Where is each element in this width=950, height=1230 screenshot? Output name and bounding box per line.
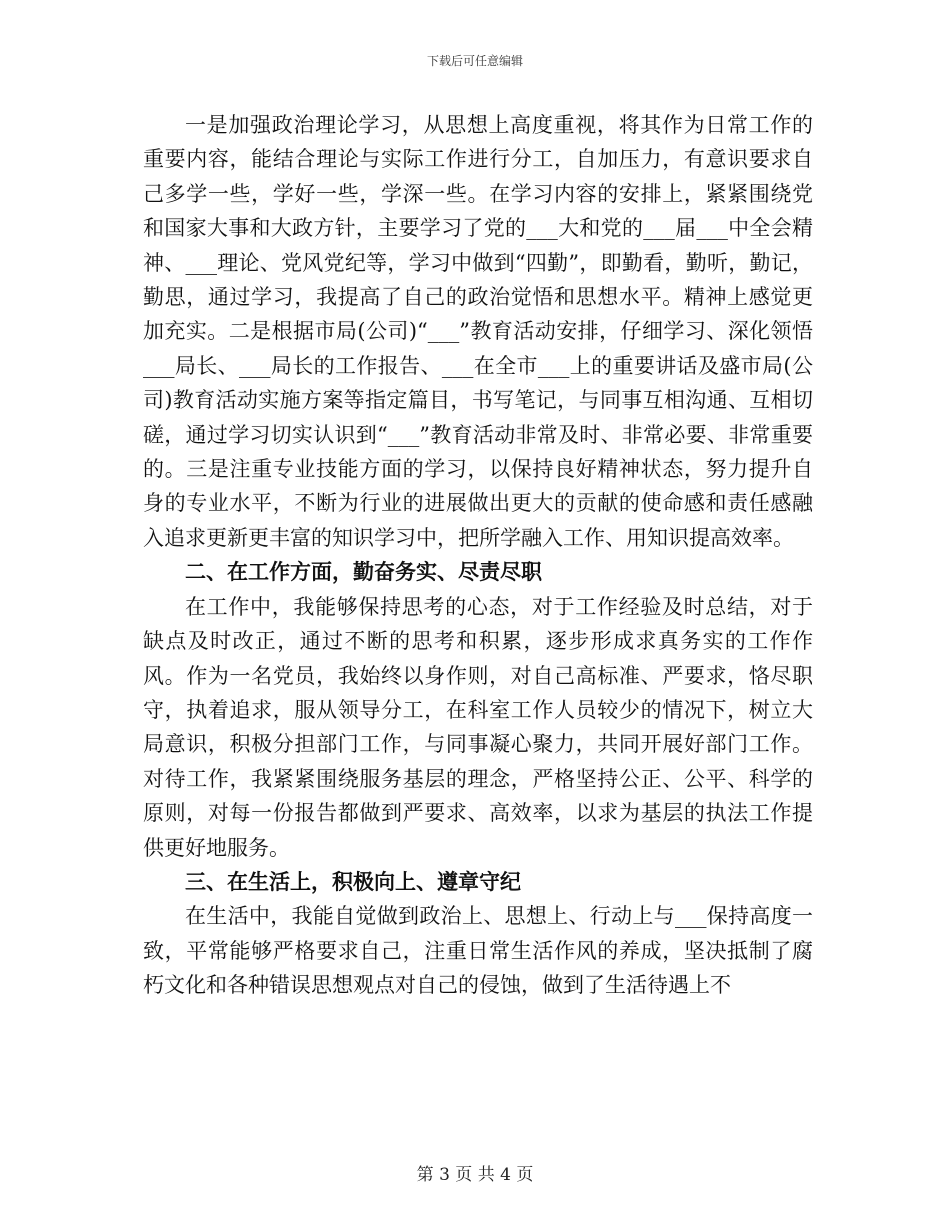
document-body bbox=[143, 108, 813, 1003]
section-heading-life: 三、在生活上，积极向上、遵章守纪 bbox=[185, 869, 521, 894]
section-heading-work: 二、在工作方面，勤奋务实、尽责尽职 bbox=[185, 560, 542, 585]
paragraph-work: 在工作中，我能够保持思考的心态，对于工作经验及时总结，对于缺点及时改正，通过不断的思考和积累，逐步形成求真务实的工作作风。作为一名党员，我始终以身作则，对自己高标准、严要求，恪尽职守，执着追求，服从领导分工，在科室工作人员较少的情况下，树立大局意识，积极分担部门工作，与同事凝心聚力，共同开展好部门工作。对待工作，我紧紧围绕服务基层的理念，严格坚持公正、公平、科学的原则，对每一份报告都做到严要求、高效率，以求为基层的执法工作提供更好地服务。 bbox=[143, 594, 813, 860]
paragraph-study: 一是加强政治理论学习，从思想上高度重视，将其作为日常工作的重要内容，能结合理论与实际工作进行分工，自加压力，有意识要求自己多学一些，学好一些，学深一些。在学习内容的安排上，紧紧围绕党和国家大事和大政方针，主要学习了党的___大和党的___届___中全会精神、___理论、党风党纪等，学习中做到“四勤”，即勤看，勤听，勤记，勤思，通过学习，我提高了自己的政治觉悟和思想水平。精神上感觉更加充实。二是根据市局(公司)“___”教育活动安排，仔细学习、深化领悟___局长、___局长的工作报告、___在全市___上的重要讲话及盛市局(公司)教育活动实施方案等指定篇目，书写笔记，与同事互相沟通、互相切磋，通过学习切实认识到“___”教育活动非常及时、非常必要、非常重要的。三是注重专业技能方面的学习，以保持良好精神状态，努力提升自身的专业水平，不断为行业的进展做出更大的贡献的使命感和责任感融入追求更新更丰富的知识学习中，把所学融入工作、用知识提高效率。 bbox=[143, 113, 813, 550]
page-number: 第 3 页 共 4 页 bbox=[416, 1165, 534, 1185]
paragraph-life: 在生活中，我能自觉做到政治上、思想上、行动上与___保持高度一致，平常能够严格要求自己，注重日常生活作风的养成，坚决抵制了腐朽文化和各种错误思想观点对自己的侵蚀，做到了生活待遇上不 bbox=[143, 904, 813, 998]
page-header: 下载后可任意编辑 bbox=[426, 54, 523, 68]
